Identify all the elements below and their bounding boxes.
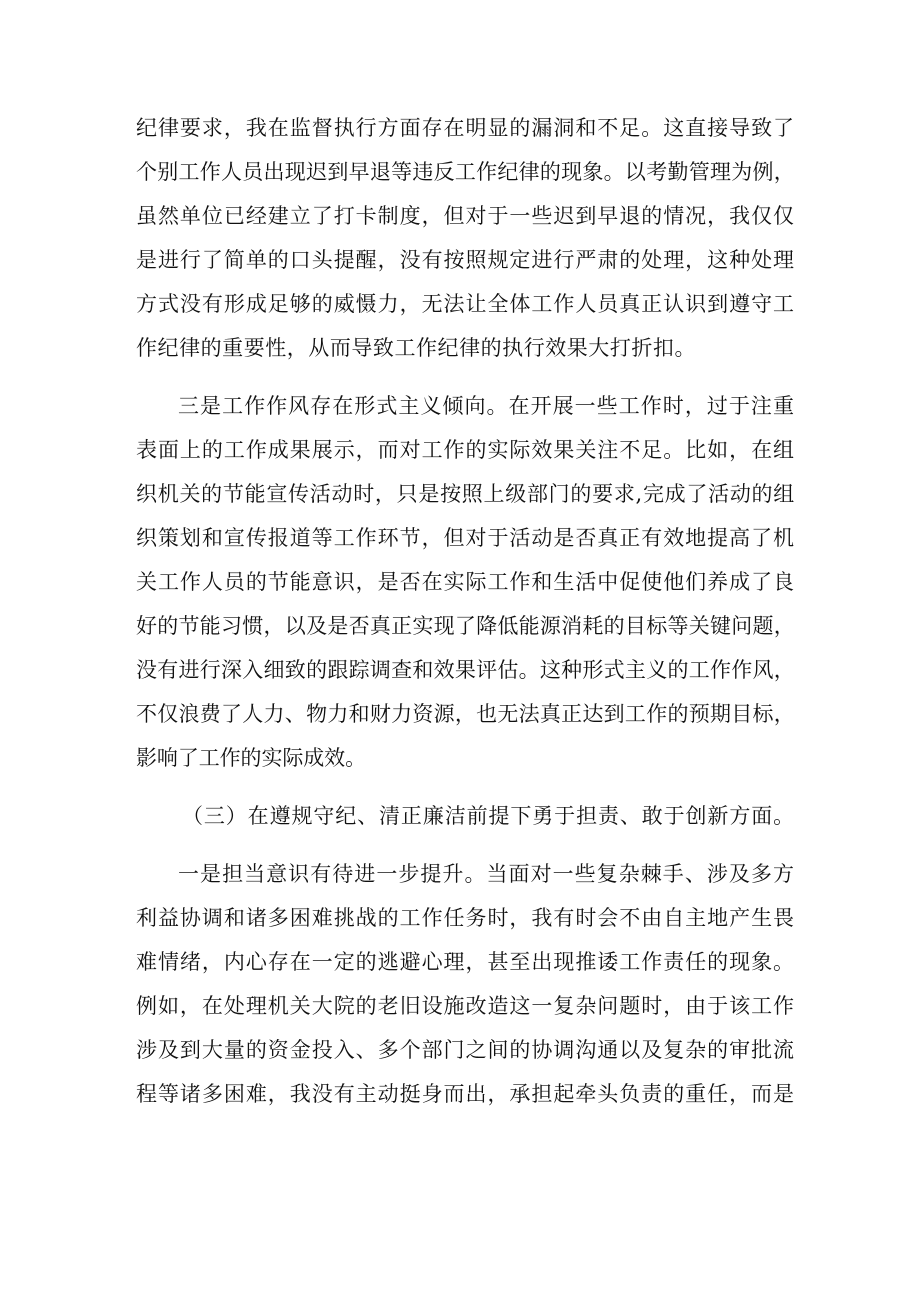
text-line: 涉及到大量的资金投入、多个部门之间的协调沟通以及复杂的审批流 (136, 1038, 795, 1062)
text-line: 程等诸多困难，我没有主动挺身而出，承担起牵头负责的重任，而是 (136, 1082, 795, 1106)
text-line: 织策划和宣传报道等工作环节，但对于活动是否真正有效地提高了机 (136, 526, 795, 550)
text-line: 关工作人员的节能意识，是否在实际工作和生活中促使他们养成了良 (136, 570, 795, 594)
text-line: 影响了工作的实际成效。 (136, 746, 366, 770)
text-line: 一是担当意识有待进一步提升。当面对一些复杂棘手、涉及多方 (178, 862, 795, 886)
text-line: 好的节能习惯，以及是否真正实现了降低能源消耗的目标等关键问题， (136, 614, 795, 638)
text-line: 纪律要求，我在监督执行方面存在明显的漏洞和不足。这直接导致了 (136, 116, 795, 140)
text-line: 是进行了简单的口头提醒，没有按照规定进行严肃的处理，这种处理 (136, 248, 795, 272)
text-line: 三是工作作风存在形式主义倾向。在开展一些工作时，过于注重 (178, 394, 795, 418)
text-line: 织机关的节能宣传活动时，只是按照上级部门的要求,完成了活动的组 (136, 482, 795, 506)
text-line: 表面上的工作成果展示，而对工作的实际效果关注不足。比如，在组 (136, 438, 795, 462)
text-line: 难情绪，内心存在一定的逃避心理，甚至出现推诿工作责任的现象。 (136, 950, 795, 974)
text-line: 方式没有形成足够的威慑力，无法让全体工作人员真正认识到遵守工 (136, 292, 795, 316)
text-line: 作纪律的重要性，从而导致工作纪律的执行效果大打折扣。 (136, 336, 696, 360)
text-line: 利益协调和诸多困难挑战的工作任务时，我有时会不由自主地产生畏 (136, 906, 795, 930)
text-line: 个别工作人员出现迟到早退等违反工作纪律的现象。以考勤管理为例， (136, 160, 795, 184)
text-line: 例如，在处理机关大院的老旧设施改造这一复杂问题时，由于该工作 (136, 994, 795, 1018)
text-line: 没有进行深入细致的跟踪调查和效果评估。这种形式主义的工作作风， (136, 658, 795, 682)
section-heading: （三）在遵规守纪、清正廉洁前提下勇于担责、敢于创新方面。 (182, 804, 795, 828)
text-line: 虽然单位已经建立了打卡制度，但对于一些迟到早退的情况，我仅仅 (136, 204, 795, 228)
text-line: 不仅浪费了人力、物力和财力资源，也无法真正达到工作的预期目标， (136, 702, 795, 726)
